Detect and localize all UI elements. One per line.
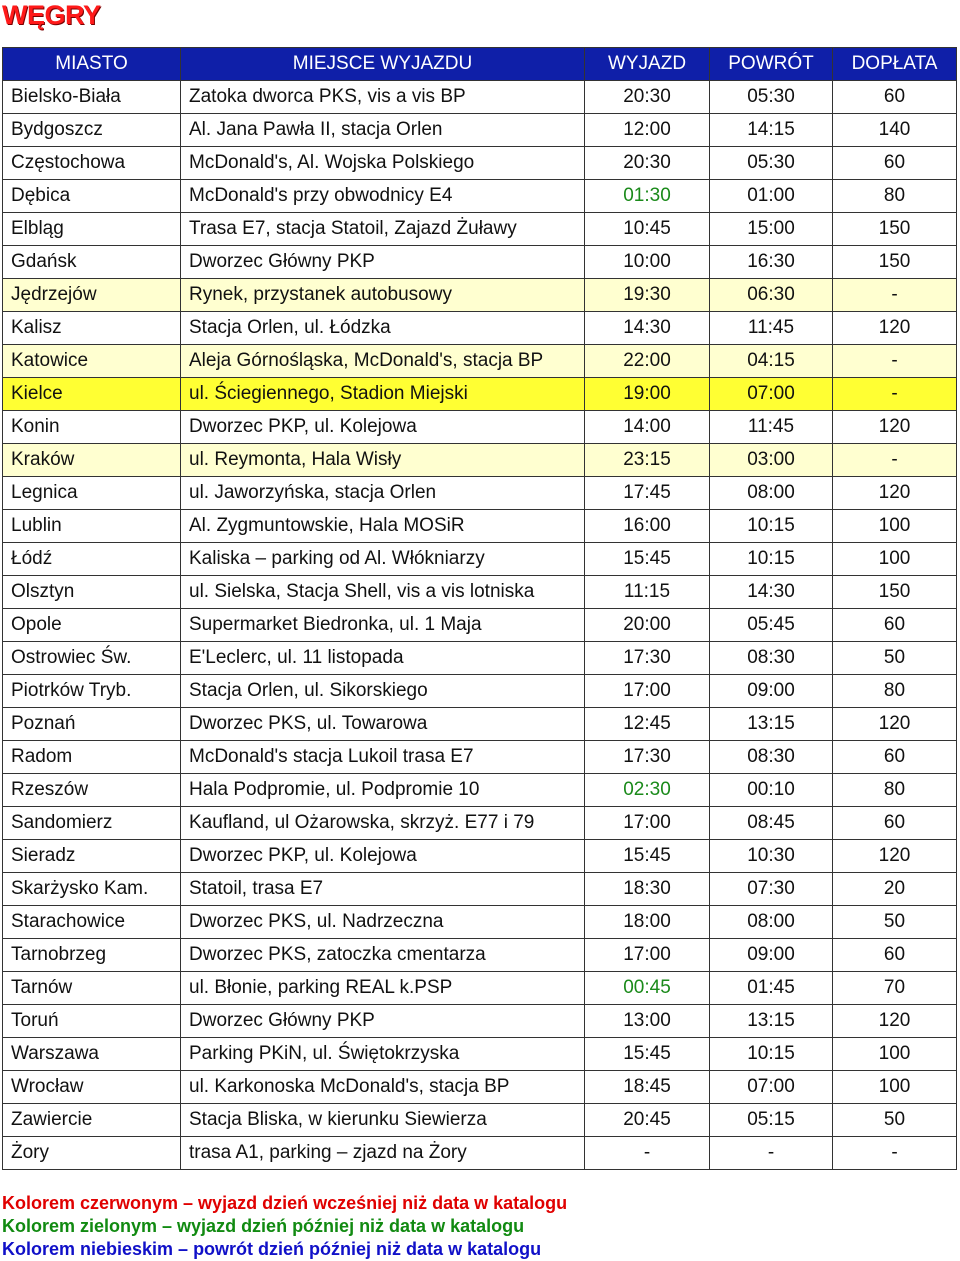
table-row bbox=[3, 81, 957, 114]
departure-cell: 23:15 bbox=[585, 444, 710, 477]
return-cell: 08:30 bbox=[710, 741, 833, 774]
departure-cell: 02:30 bbox=[585, 774, 710, 807]
departure-cell: 10:00 bbox=[585, 246, 710, 279]
fee-cell: - bbox=[833, 444, 957, 477]
place-cell: McDonald's stacja Lukoil trasa E7 bbox=[181, 741, 585, 774]
city-cell: Żory bbox=[3, 1137, 181, 1170]
place-cell: Kaufland, ul Ożarowska, skrzyż. E77 i 79 bbox=[181, 807, 585, 840]
return-cell: 15:00 bbox=[710, 213, 833, 246]
return-cell: 13:15 bbox=[710, 1005, 833, 1038]
fee-cell: 50 bbox=[833, 642, 957, 675]
table-row bbox=[3, 1038, 957, 1071]
column-header-return: POWRÓT bbox=[710, 48, 833, 81]
city-cell: Bydgoszcz bbox=[3, 114, 181, 147]
table-row bbox=[3, 213, 957, 246]
place-cell: Statoil, trasa E7 bbox=[181, 873, 585, 906]
table-row bbox=[3, 345, 957, 378]
table-row bbox=[3, 180, 957, 213]
return-cell: 09:00 bbox=[710, 939, 833, 972]
departure-cell: 22:00 bbox=[585, 345, 710, 378]
city-cell: Dębica bbox=[3, 180, 181, 213]
table-row bbox=[3, 906, 957, 939]
return-cell: 14:15 bbox=[710, 114, 833, 147]
return-cell: 03:00 bbox=[710, 444, 833, 477]
city-cell: Sandomierz bbox=[3, 807, 181, 840]
return-cell: 04:15 bbox=[710, 345, 833, 378]
city-cell: Starachowice bbox=[3, 906, 181, 939]
legend-blue: Kolorem niebieskim – powrót dzień później niż data w katalogu bbox=[2, 1239, 542, 1259]
return-cell: 10:30 bbox=[710, 840, 833, 873]
column-header-city: MIASTO bbox=[3, 48, 181, 81]
return-cell: - bbox=[710, 1137, 833, 1170]
return-cell: 05:15 bbox=[710, 1104, 833, 1137]
place-cell: Dworzec PKS, ul. Nadrzeczna bbox=[181, 906, 585, 939]
fee-cell: 60 bbox=[833, 807, 957, 840]
table-row bbox=[3, 444, 957, 477]
table-row bbox=[3, 675, 957, 708]
fee-cell: 50 bbox=[833, 906, 957, 939]
return-cell: 08:00 bbox=[710, 477, 833, 510]
table-row bbox=[3, 708, 957, 741]
fee-cell: 100 bbox=[833, 1038, 957, 1071]
city-cell: Olsztyn bbox=[3, 576, 181, 609]
table-row bbox=[3, 114, 957, 147]
table-row bbox=[3, 642, 957, 675]
table-row bbox=[3, 510, 957, 543]
city-cell: Elbląg bbox=[3, 213, 181, 246]
departure-cell: 01:30 bbox=[585, 180, 710, 213]
departure-cell: 18:30 bbox=[585, 873, 710, 906]
city-cell: Kielce bbox=[3, 378, 181, 411]
departure-cell: 15:45 bbox=[585, 543, 710, 576]
place-cell: Al. Jana Pawła II, stacja Orlen bbox=[181, 114, 585, 147]
place-cell: McDonald's, Al. Wojska Polskiego bbox=[181, 147, 585, 180]
city-cell: Legnica bbox=[3, 477, 181, 510]
place-cell: Parking PKiN, ul. Świętokrzyska bbox=[181, 1038, 585, 1071]
place-cell: Stacja Bliska, w kierunku Siewierza bbox=[181, 1104, 585, 1137]
legend-green: Kolorem zielonym – wyjazd dzień później niż data w katalogu bbox=[2, 1216, 525, 1236]
table-row bbox=[3, 741, 957, 774]
fee-cell: - bbox=[833, 279, 957, 312]
fee-cell: 50 bbox=[833, 1104, 957, 1137]
place-cell: ul. Błonie, parking REAL k.PSP bbox=[181, 972, 585, 1005]
departure-cell: 17:00 bbox=[585, 807, 710, 840]
fee-cell: 100 bbox=[833, 510, 957, 543]
legend-red: Kolorem czerwonym – wyjazd dzień wcześniej niż data w katalogu bbox=[2, 1193, 568, 1213]
fee-cell: 120 bbox=[833, 411, 957, 444]
return-cell: 05:30 bbox=[710, 147, 833, 180]
place-cell: Supermarket Biedronka, ul. 1 Maja bbox=[181, 609, 585, 642]
fee-cell: 120 bbox=[833, 840, 957, 873]
fee-cell: - bbox=[833, 378, 957, 411]
return-cell: 10:15 bbox=[710, 543, 833, 576]
fee-cell: 120 bbox=[833, 1005, 957, 1038]
city-cell: Skarżysko Kam. bbox=[3, 873, 181, 906]
place-cell: Al. Zygmuntowskie, Hala MOSiR bbox=[181, 510, 585, 543]
departure-cell: 17:30 bbox=[585, 741, 710, 774]
table-row bbox=[3, 378, 957, 411]
departure-cell: 15:45 bbox=[585, 840, 710, 873]
place-cell: Dworzec PKP, ul. Kolejowa bbox=[181, 840, 585, 873]
city-cell: Opole bbox=[3, 609, 181, 642]
table-row bbox=[3, 1104, 957, 1137]
table-row bbox=[3, 576, 957, 609]
table-row bbox=[3, 543, 957, 576]
return-cell: 10:15 bbox=[710, 1038, 833, 1071]
city-cell: Jędrzejów bbox=[3, 279, 181, 312]
departure-cell: 12:45 bbox=[585, 708, 710, 741]
city-cell: Gdańsk bbox=[3, 246, 181, 279]
city-cell: Ostrowiec Św. bbox=[3, 642, 181, 675]
city-cell: Łódź bbox=[3, 543, 181, 576]
table-row bbox=[3, 774, 957, 807]
place-cell: McDonald's przy obwodnicy E4 bbox=[181, 180, 585, 213]
fee-cell: 100 bbox=[833, 1071, 957, 1104]
departure-cell: 12:00 bbox=[585, 114, 710, 147]
column-header-place: MIEJSCE WYJAZDU bbox=[181, 48, 585, 81]
departure-cell: 18:00 bbox=[585, 906, 710, 939]
place-cell: ul. Karkonoska McDonald's, stacja BP bbox=[181, 1071, 585, 1104]
departure-cell: 17:00 bbox=[585, 675, 710, 708]
place-cell: Dworzec PKS, zatoczka cmentarza bbox=[181, 939, 585, 972]
return-cell: 06:30 bbox=[710, 279, 833, 312]
departure-cell: 20:00 bbox=[585, 609, 710, 642]
schedule-table bbox=[2, 47, 957, 1170]
departure-cell: 18:45 bbox=[585, 1071, 710, 1104]
fee-cell: 100 bbox=[833, 543, 957, 576]
place-cell: Dworzec PKP, ul. Kolejowa bbox=[181, 411, 585, 444]
place-cell: ul. Jaworzyńska, stacja Orlen bbox=[181, 477, 585, 510]
departure-cell: 17:30 bbox=[585, 642, 710, 675]
place-cell: ul. Ściegiennego, Stadion Miejski bbox=[181, 378, 585, 411]
city-cell: Kalisz bbox=[3, 312, 181, 345]
departure-cell: 20:30 bbox=[585, 81, 710, 114]
place-cell: Dworzec Główny PKP bbox=[181, 246, 585, 279]
table-row bbox=[3, 1137, 957, 1170]
fee-cell: 120 bbox=[833, 708, 957, 741]
fee-cell: 80 bbox=[833, 774, 957, 807]
city-cell: Katowice bbox=[3, 345, 181, 378]
place-cell: Dworzec PKS, ul. Towarowa bbox=[181, 708, 585, 741]
departure-cell: 15:45 bbox=[585, 1038, 710, 1071]
table-row bbox=[3, 609, 957, 642]
table-row bbox=[3, 147, 957, 180]
fee-cell: 60 bbox=[833, 939, 957, 972]
fee-cell: 120 bbox=[833, 477, 957, 510]
departure-cell: 14:30 bbox=[585, 312, 710, 345]
page-title: WĘGRY bbox=[2, 0, 101, 30]
city-cell: Częstochowa bbox=[3, 147, 181, 180]
table-row bbox=[3, 246, 957, 279]
return-cell: 11:45 bbox=[710, 312, 833, 345]
fee-cell: 60 bbox=[833, 741, 957, 774]
place-cell: E'Leclerc, ul. 11 listopada bbox=[181, 642, 585, 675]
departure-cell: 17:45 bbox=[585, 477, 710, 510]
return-cell: 10:15 bbox=[710, 510, 833, 543]
return-cell: 08:00 bbox=[710, 906, 833, 939]
return-cell: 05:30 bbox=[710, 81, 833, 114]
return-cell: 14:30 bbox=[710, 576, 833, 609]
city-cell: Bielsko-Biała bbox=[3, 81, 181, 114]
return-cell: 07:00 bbox=[710, 1071, 833, 1104]
place-cell: Dworzec Główny PKP bbox=[181, 1005, 585, 1038]
table-row bbox=[3, 1005, 957, 1038]
place-cell: ul. Sielska, Stacja Shell, vis a vis lotniska bbox=[181, 576, 585, 609]
return-cell: 13:15 bbox=[710, 708, 833, 741]
table-row bbox=[3, 411, 957, 444]
departure-cell: 11:15 bbox=[585, 576, 710, 609]
fee-cell: 80 bbox=[833, 675, 957, 708]
fee-cell: 80 bbox=[833, 180, 957, 213]
table-row bbox=[3, 1071, 957, 1104]
city-cell: Warszawa bbox=[3, 1038, 181, 1071]
city-cell: Toruń bbox=[3, 1005, 181, 1038]
fee-cell: 150 bbox=[833, 246, 957, 279]
departure-cell: 14:00 bbox=[585, 411, 710, 444]
fee-cell: 150 bbox=[833, 213, 957, 246]
return-cell: 01:45 bbox=[710, 972, 833, 1005]
fee-cell: 20 bbox=[833, 873, 957, 906]
fee-cell: - bbox=[833, 1137, 957, 1170]
return-cell: 11:45 bbox=[710, 411, 833, 444]
return-cell: 08:45 bbox=[710, 807, 833, 840]
place-cell: ul. Reymonta, Hala Wisły bbox=[181, 444, 585, 477]
departure-cell: 17:00 bbox=[585, 939, 710, 972]
return-cell: 09:00 bbox=[710, 675, 833, 708]
city-cell: Konin bbox=[3, 411, 181, 444]
departure-cell: 19:30 bbox=[585, 279, 710, 312]
place-cell: Stacja Orlen, ul. Łódzka bbox=[181, 312, 585, 345]
departure-cell: 13:00 bbox=[585, 1005, 710, 1038]
departure-cell: 10:45 bbox=[585, 213, 710, 246]
table-row bbox=[3, 972, 957, 1005]
departure-cell: - bbox=[585, 1137, 710, 1170]
city-cell: Piotrków Tryb. bbox=[3, 675, 181, 708]
departure-cell: 20:30 bbox=[585, 147, 710, 180]
table-row bbox=[3, 873, 957, 906]
return-cell: 01:00 bbox=[710, 180, 833, 213]
departure-cell: 20:45 bbox=[585, 1104, 710, 1137]
place-cell: trasa A1, parking – zjazd na Żory bbox=[181, 1137, 585, 1170]
column-header-fee: DOPŁATA bbox=[833, 48, 957, 81]
table-row bbox=[3, 939, 957, 972]
table-row bbox=[3, 807, 957, 840]
return-cell: 16:30 bbox=[710, 246, 833, 279]
fee-cell: 60 bbox=[833, 81, 957, 114]
place-cell: Kaliska – parking od Al. Włókniarzy bbox=[181, 543, 585, 576]
fee-cell: 60 bbox=[833, 609, 957, 642]
table-row bbox=[3, 279, 957, 312]
return-cell: 08:30 bbox=[710, 642, 833, 675]
return-cell: 07:00 bbox=[710, 378, 833, 411]
city-cell: Tarnobrzeg bbox=[3, 939, 181, 972]
departure-cell: 16:00 bbox=[585, 510, 710, 543]
place-cell: Rynek, przystanek autobusowy bbox=[181, 279, 585, 312]
place-cell: Zatoka dworca PKS, vis a vis BP bbox=[181, 81, 585, 114]
fee-cell: 150 bbox=[833, 576, 957, 609]
place-cell: Stacja Orlen, ul. Sikorskiego bbox=[181, 675, 585, 708]
city-cell: Rzeszów bbox=[3, 774, 181, 807]
table-row bbox=[3, 312, 957, 345]
return-cell: 07:30 bbox=[710, 873, 833, 906]
table-row bbox=[3, 840, 957, 873]
fee-cell: - bbox=[833, 345, 957, 378]
return-cell: 05:45 bbox=[710, 609, 833, 642]
return-cell: 00:10 bbox=[710, 774, 833, 807]
departure-cell: 19:00 bbox=[585, 378, 710, 411]
fee-cell: 120 bbox=[833, 312, 957, 345]
place-cell: Trasa E7, stacja Statoil, Zajazd Żuławy bbox=[181, 213, 585, 246]
departure-cell: 00:45 bbox=[585, 972, 710, 1005]
column-header-departure: WYJAZD bbox=[585, 48, 710, 81]
city-cell: Radom bbox=[3, 741, 181, 774]
table-row bbox=[3, 477, 957, 510]
city-cell: Poznań bbox=[3, 708, 181, 741]
place-cell: Aleja Górnośląska, McDonald's, stacja BP bbox=[181, 345, 585, 378]
place-cell: Hala Podpromie, ul. Podpromie 10 bbox=[181, 774, 585, 807]
fee-cell: 70 bbox=[833, 972, 957, 1005]
table-header-row bbox=[3, 48, 957, 81]
city-cell: Tarnów bbox=[3, 972, 181, 1005]
fee-cell: 60 bbox=[833, 147, 957, 180]
city-cell: Zawiercie bbox=[3, 1104, 181, 1137]
fee-cell: 140 bbox=[833, 114, 957, 147]
city-cell: Wrocław bbox=[3, 1071, 181, 1104]
city-cell: Sieradz bbox=[3, 840, 181, 873]
city-cell: Kraków bbox=[3, 444, 181, 477]
city-cell: Lublin bbox=[3, 510, 181, 543]
